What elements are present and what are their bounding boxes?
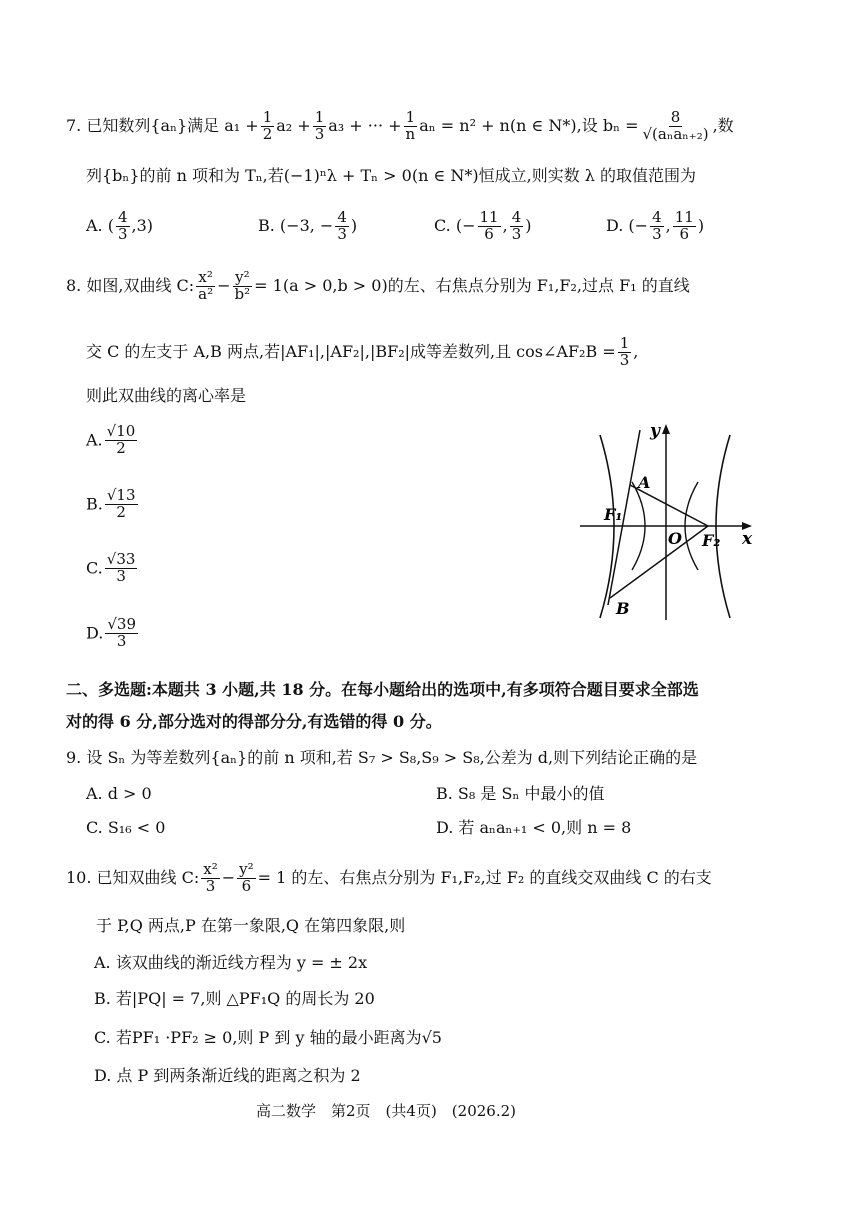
fraction: $\frac{8}{\text{√(aₙaₙ₊₂)}}$ [642, 108, 709, 143]
fraction: $\frac{1}{3}$ [314, 108, 325, 143]
q9-option-b: B. S₈ 是 Sₙ 中最小的值 [436, 784, 605, 803]
section2-heading-line2: 对的得 6 分,部分选对的得部分分,有选错的得 0 分。 [66, 712, 442, 731]
q10-option-c: C. 若PF₁ ·PF₂ ≥ 0,则 P 到 y 轴的最小距离为√5 [94, 1028, 442, 1047]
y-axis-arrow [662, 424, 670, 434]
q8-option-d: D. $\frac{√39}{3}$ [86, 615, 136, 650]
q7-line1: 7. 已知数列{aₙ}满足 a₁ + $\frac{1}{2}$ a₂ + $\frac{1}{3}$ a₃ + ··· + $\frac{1}{n}$ aₙ = n² + n(n ∈ N*),设 bₙ = $\frac{8}{\text{√(aₙaₙ₊₂)}}$ ,数 [66, 108, 734, 143]
q8-option-b: B. $\frac{√13}{2}$ [86, 486, 136, 521]
q8-line2: 交 C 的左支于 A,B 两点,若|AF₁|,|AF₂|,|BF₂|成等差数列,且 cos∠AF₂B = $\frac{1}{3}$ , [86, 334, 639, 369]
q9-option-c: C. S₁₆ < 0 [86, 818, 166, 837]
q7-option-b: B. (−3, − $\frac{4}{3}$ ) [258, 208, 358, 243]
label-b: B [616, 599, 630, 618]
q7-option-c: C. (− $\frac{11}{6}$ , $\frac{4}{3}$ ) [434, 208, 532, 243]
fraction: $\frac{1}{n}$ [405, 108, 416, 143]
label-f1: F₁ [604, 505, 623, 524]
q10-option-b: B. 若|PQ| = 7,则 △PF₁Q 的周长为 20 [94, 989, 375, 1008]
q8-option-a: A. $\frac{√10}{2}$ [86, 422, 136, 457]
q10-option-a: A. 该双曲线的渐近线方程为 y = ± 2x [94, 953, 368, 972]
hyperbola-figure [570, 420, 760, 630]
label-x: x [742, 529, 753, 549]
q8-line1: 8. 如图,双曲线 C: $\frac{\text{x²}}{\text{a²}}$ − $\frac{\text{y²}}{\text{b²}}$ = 1(a > 0,b > 0)的左、右焦点分别为 F₁,F₂,过点 F₁ 的直线 [66, 268, 690, 303]
label-f2: F₂ [702, 531, 721, 550]
fraction: $\frac{1}{2}$ [262, 108, 273, 143]
q9-option-a: A. d > 0 [86, 784, 152, 803]
q8-line3: 则此双曲线的离心率是 [86, 386, 247, 405]
q10-line1: 10. 已知双曲线 C: $\frac{\text{x²}}{3}$ − $\frac{\text{y²}}{6}$ = 1 的左、右焦点分别为 F₁,F₂,过 F₂ 的直线交双曲线 C 的右支 [66, 860, 712, 895]
q7-option-a: A. ( $\frac{4}{3}$ ,3) [86, 208, 154, 243]
label-o: O [668, 529, 682, 548]
q9-option-d: D. 若 aₙaₙ₊₁ < 0,则 n = 8 [436, 818, 632, 837]
label-y: y [650, 421, 660, 441]
q9-stem: 9. 设 Sₙ 为等差数列{aₙ}的前 n 项和,若 S₇ > S₈,S₉ > S₈,公差为 d,则下列结论正确的是 [66, 748, 698, 767]
q10-option-d: D. 点 P 到两条渐近线的距离之积为 2 [94, 1066, 361, 1085]
label-a: A [638, 473, 651, 492]
q10-line2: 于 P,Q 两点,P 在第一象限,Q 在第四象限,则 [96, 916, 406, 935]
q7-line2: 列{bₙ}的前 n 项和为 Tₙ,若(−1)ⁿλ + Tₙ > 0(n ∈ N*)恒成立,则实数 λ 的取值范围为 [86, 166, 697, 185]
page-footer: 高二数学 第2页 (共4页) (2026.2) [256, 1102, 516, 1120]
q8-option-c: C. $\frac{√33}{3}$ [86, 550, 136, 585]
q7-option-d: D. (− $\frac{4}{3}$ , $\frac{11}{6}$ ) [606, 208, 705, 243]
section2-heading-line1: 二、多选题:本题共 3 小题,共 18 分。在每小题给出的选项中,有多项符合题目要求全部选 [66, 680, 699, 699]
